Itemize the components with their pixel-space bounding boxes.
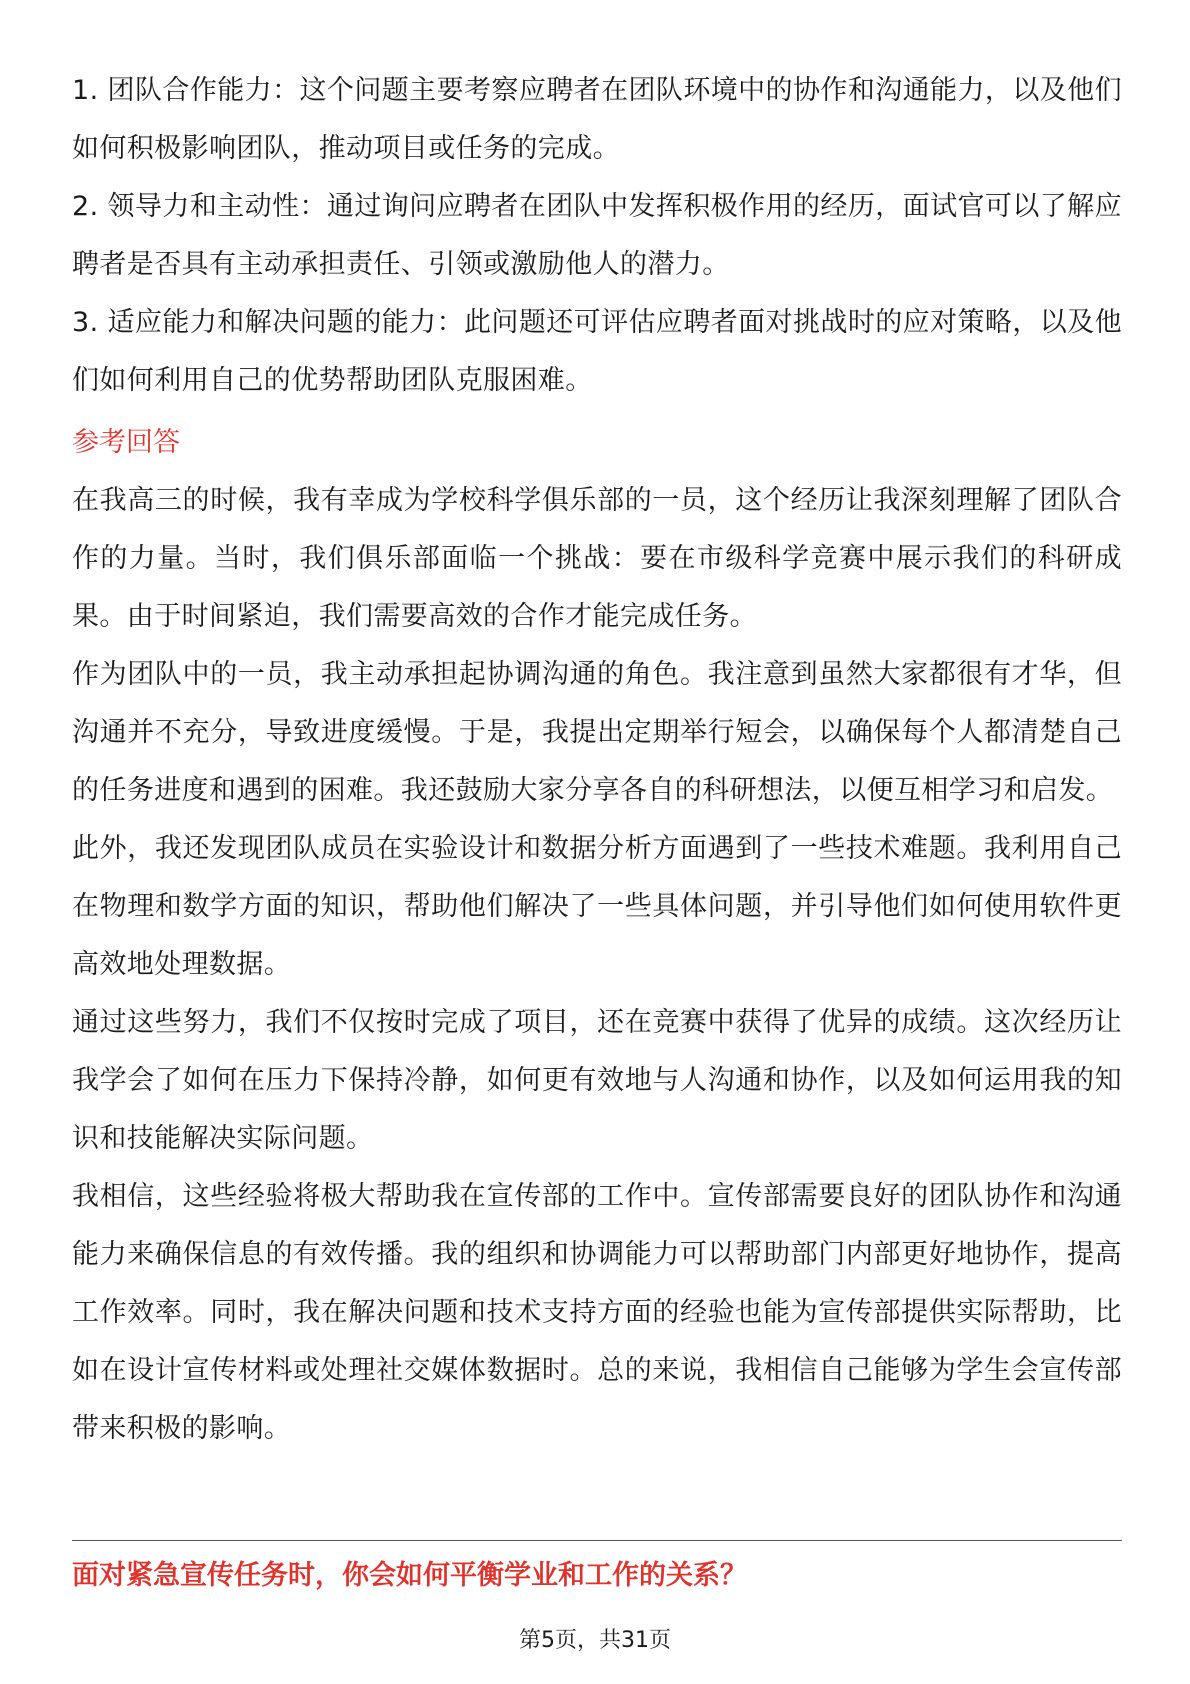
answer-section-title: 参考回答 [72, 427, 180, 458]
answer-paragraph-1: 在我高三的时候，我有幸成为学校科学俱乐部的一员，这个经历让我深刻理解了团队合作的力量。当时，我们俱乐部面临一个挑战：要在市级科学竞赛中展示我们的科研成果。由于时间紧迫，我们需要高效的合作才能完成任务。 [72, 485, 1122, 632]
point-2: 2. 领导力和主动性：通过询问应聘者在团队中发挥积极作用的经历，面试官可以了解应聘者是否具有主动承担责任、引领或激励他人的潜力。 [72, 191, 1122, 280]
next-question-heading: 面对紧急宣传任务时，你会如何平衡学业和工作的关系？ [72, 1560, 747, 1591]
document-body [72, 62, 1122, 1458]
section-divider [72, 1540, 1122, 1541]
page-number: 第5页，共31页 [519, 1628, 671, 1653]
point-3: 3. 适应能力和解决问题的能力：此问题还可评估应聘者面对挑战时的应对策略，以及他们如何利用自己的优势帮助团队克服困难。 [72, 307, 1122, 396]
answer-paragraph-4: 通过这些努力，我们不仅按时完成了项目，还在竞赛中获得了优异的成绩。这次经历让我学会了如何在压力下保持冷静，如何更有效地与人沟通和协作，以及如何运用我的知识和技能解决实际问题。 [72, 1007, 1122, 1154]
answer-paragraph-3: 此外，我还发现团队成员在实验设计和数据分析方面遇到了一些技术难题。我利用自己在物理和数学方面的知识，帮助他们解决了一些具体问题，并引导他们如何使用软件更高效地处理数据。 [72, 833, 1122, 980]
answer-paragraph-2: 作为团队中的一员，我主动承担起协调沟通的角色。我注意到虽然大家都很有才华，但沟通并不充分，导致进度缓慢。于是，我提出定期举行短会，以确保每个人都清楚自己的任务进度和遇到的困难。我还鼓励大家分享各自的科研想法，以便互相学习和启发。 [72, 659, 1122, 806]
answer-paragraph-5: 我相信，这些经验将极大帮助我在宣传部的工作中。宣传部需要良好的团队协作和沟通能力来确保信息的有效传播。我的组织和协调能力可以帮助部门内部更好地协作，提高工作效率。同时，我在解决问题和技术支持方面的经验也能为宣传部提供实际帮助，比如在设计宣传材料或处理社交媒体数据时。总的来说，我相信自己能够为学生会宣传部带来积极的影响。 [72, 1181, 1122, 1444]
point-1: 1. 团队合作能力：这个问题主要考察应聘者在团队环境中的协作和沟通能力，以及他们如何积极影响团队，推动项目或任务的完成。 [72, 75, 1122, 164]
